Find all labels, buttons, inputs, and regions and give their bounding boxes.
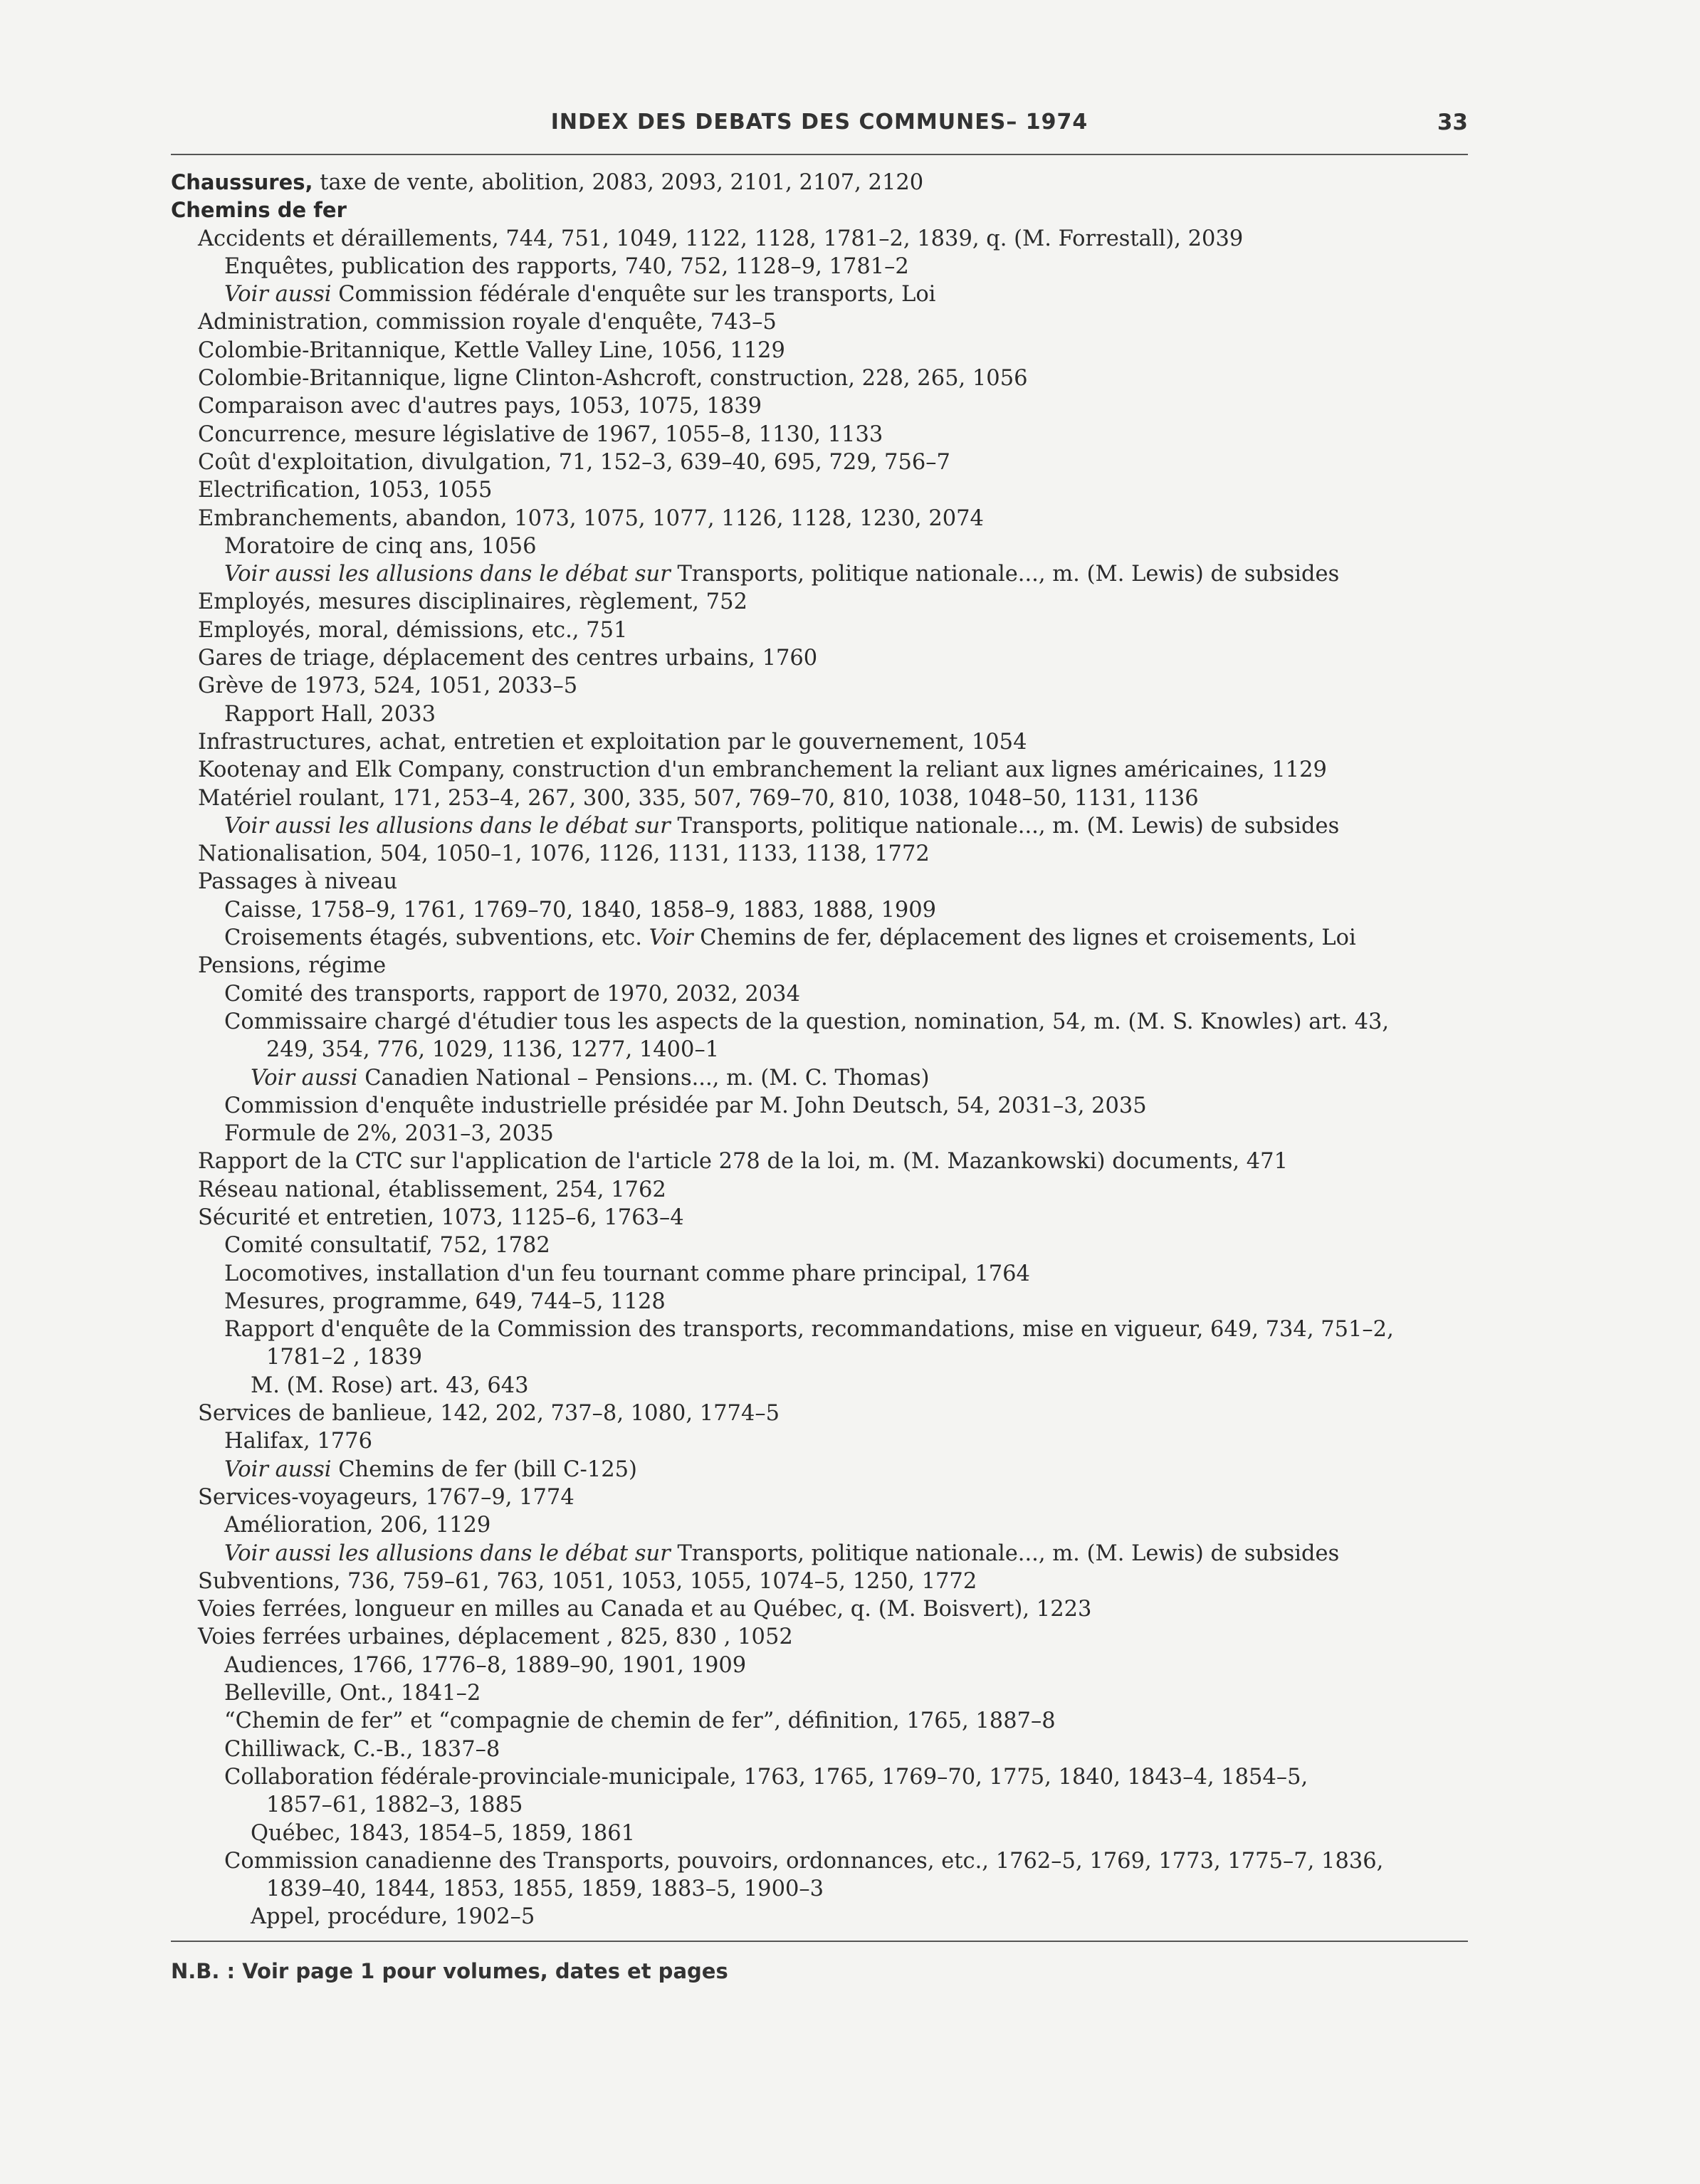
entry-text: 249, 354, 776, 1029, 1136, 1277, 1400–1 [266,1037,720,1063]
index-entry [171,1036,1481,1064]
entry-text: Transports, politique nationale..., m. (M. Lewis) de subsides [670,1540,1340,1566]
entry-text: Comité des transports, rapport de 1970, 2032, 2034 [224,981,800,1007]
index-entry [171,952,1481,980]
entry-text: Audiences, 1766, 1776–8, 1889–90, 1901, 1909 [224,1652,747,1678]
index-entry [171,1847,1481,1875]
index-entry [171,392,1481,420]
entry-text: Kootenay and Elk Company, construction d'un embranchement la reliant aux lignes américaines, 1129 [198,757,1327,783]
entry-text: Mesures, programme, 649, 744–5, 1128 [224,1288,666,1314]
entry-text: Matériel roulant, 171, 253–4, 267, 300, 335, 507, 769–70, 810, 1038, 1048–50, 1131, 1136 [198,785,1199,811]
index-entry [171,616,1481,644]
index-entry [171,280,1481,308]
index-entry [171,421,1481,448]
entry-text: 1839–40, 1844, 1853, 1855, 1859, 1883–5, 1900–3 [266,1876,824,1902]
index-entry [171,1875,1481,1903]
entry-text: Croisements étagés, subventions, etc. [224,925,649,951]
entry-text: 1781–2 , 1839 [266,1345,422,1370]
entry-text: Commissaire chargé d'étudier tous les aspects de la question, nomination, 54, m. (M. S. Knowles) art. 43, [224,1009,1390,1034]
entry-text: Transports, politique nationale..., m. (M. Lewis) de subsides [670,813,1340,839]
index-entry [171,1120,1481,1148]
entry-text: Colombie-Britannique, ligne Clinton-Ashcroft, construction, 228, 265, 1056 [198,366,1028,392]
index-entry [171,505,1481,532]
index-entry [171,476,1481,504]
index-entry [171,1427,1481,1455]
index-entry [171,1791,1481,1819]
entry-text: Commission canadienne des Transports, pouvoirs, ordonnances, etc., 1762–5, 1769, 1773, 1775–7, 1836, [224,1848,1384,1874]
index-entry [171,1316,1481,1343]
entry-heading: Chaussures, [171,170,313,194]
entry-text: Rapport d'enquête de la Commission des transports, recommandations, mise en vigueur, 649, 734, 751–2, [224,1317,1394,1343]
index-entry [171,588,1481,616]
entry-text: Employés, moral, démissions, etc., 751 [198,617,628,643]
entry-text: Appel, procédure, 1902–5 [251,1904,535,1930]
entry-text: Caisse, 1758–9, 1761, 1769–70, 1840, 1858–9, 1883, 1888, 1909 [224,897,937,923]
index-entry [171,1232,1481,1259]
index-entry [171,1400,1481,1427]
entry-text: Moratoire de cinq ans, 1056 [224,533,537,559]
index-entry [171,1623,1481,1651]
entry-text: Subventions, 736, 759–61, 763, 1051, 1053, 1055, 1074–5, 1250, 1772 [198,1568,977,1594]
index-entry [171,1064,1481,1092]
index-entry [171,784,1481,812]
entry-text: Services de banlieue, 142, 202, 737–8, 1080, 1774–5 [198,1401,780,1427]
entry-text: Chilliwack, C.-B., 1837–8 [224,1736,500,1762]
entry-text: Voies ferrées urbaines, déplacement , 825, 830 , 1052 [198,1624,793,1650]
index-entry [171,225,1481,253]
index-entry [171,1903,1481,1931]
entry-text: Locomotives, installation d'un feu tournant comme phare principal, 1764 [224,1261,1030,1286]
entry-text: Gares de triage, déplacement des centres urbains, 1760 [198,646,818,671]
entry-text: Grève de 1973, 524, 1051, 2033–5 [198,673,578,699]
entry-text: Nationalisation, 504, 1050–1, 1076, 1126, 1131, 1133, 1138, 1772 [198,841,930,867]
index-entry [171,253,1481,280]
entry-heading: Chemins de fer [171,198,347,223]
index-entry [171,1343,1481,1371]
entry-reference: Voir aussi [224,1456,332,1482]
entry-text: Accidents et déraillements, 744, 751, 1049, 1122, 1128, 1781–2, 1839, q. (M. Forrestall), 2039 [198,226,1244,251]
index-entry [171,1540,1481,1568]
index-entry [171,1707,1481,1735]
footer-rule [171,1941,1468,1942]
index-entry [171,896,1481,924]
entry-text: Collaboration fédérale-provinciale-municipale, 1763, 1765, 1769–70, 1775, 1840, 1843–4, 1854–5, [224,1764,1308,1790]
entry-text: 1857–61, 1882–3, 1885 [266,1792,523,1818]
entry-text: Colombie-Britannique, Kettle Valley Line, 1056, 1129 [198,337,785,363]
index-entry [171,812,1481,840]
entry-text: Commission d'enquête industrielle présidée par M. John Deutsch, 54, 2031–3, 2035 [224,1093,1147,1118]
index-entry [171,1679,1481,1707]
index-entry [171,196,1481,224]
entry-text: Comparaison avec d'autres pays, 1053, 1075, 1839 [198,394,762,419]
index-entry [171,1763,1481,1791]
index-entry [171,1511,1481,1539]
entry-text: Coût d'exploitation, divulgation, 71, 152–3, 639–40, 695, 729, 756–7 [198,449,950,475]
index-entry [171,1595,1481,1623]
entry-text: Passages à niveau [198,869,398,895]
entry-text: Electrification, 1053, 1055 [198,478,493,503]
index-entry [171,1372,1481,1400]
entry-text: Administration, commission royale d'enquête, 743–5 [198,310,777,335]
entry-text: Halifax, 1776 [224,1429,372,1454]
index-entry [171,1736,1481,1763]
entry-text: Rapport de la CTC sur l'application de l'article 278 de la loi, m. (M. Mazankowski) documents, 471 [198,1149,1288,1175]
index-entry [171,1148,1481,1175]
entry-text: taxe de vente, abolition, 2083, 2093, 2101, 2107, 2120 [313,170,924,195]
entry-text: Amélioration, 206, 1129 [224,1513,491,1538]
entry-text: Chemins de fer, déplacement des lignes et croisements, Loi [693,925,1356,951]
entry-text: Chemins de fer (bill C-125) [331,1456,637,1482]
footer-note: N.B. : Voir page 1 pour volumes, dates et pages [171,1959,728,1983]
index-entry [171,1092,1481,1120]
entry-text: Belleville, Ont., 1841–2 [224,1681,481,1706]
index-entry [171,560,1481,588]
index-entry [171,364,1481,392]
entry-reference: Voir aussi les allusions dans le débat sur [224,562,671,587]
index-entry [171,448,1481,476]
entry-text: Services-voyageurs, 1767–9, 1774 [198,1484,574,1510]
entry-text: “Chemin de fer” et “compagnie de chemin de fer”, définition, 1765, 1887–8 [224,1708,1056,1734]
index-entry [171,644,1481,672]
entry-text: Transports, politique nationale..., m. (M. Lewis) de subsides [670,562,1340,587]
index-entry [171,169,1481,196]
index-entry [171,924,1481,952]
entry-reference: Voir aussi les allusions dans le débat sur [224,1540,671,1566]
index-entry [171,1204,1481,1232]
index-entry [171,1288,1481,1316]
entry-text: Pensions, régime [198,953,387,979]
index-entry [171,756,1481,784]
entry-text: M. (M. Rose) art. 43, 643 [251,1372,529,1398]
entry-reference: Voir aussi [251,1065,358,1091]
header-rule [171,154,1468,155]
entry-text: Canadien National – Pensions..., m. (M. C. Thomas) [357,1065,930,1091]
entry-reference: Voir aussi [224,282,332,308]
index-entry [171,1456,1481,1484]
index-entry [171,1652,1481,1679]
header-title: INDEX DES DEBATS DES COMMUNES– 1974 [550,110,1088,135]
entry-text: Comité consultatif, 752, 1782 [224,1233,550,1259]
index-entry [171,728,1481,756]
index-entry [171,1008,1481,1036]
entry-text: Formule de 2%, 2031–3, 2035 [224,1121,554,1147]
entry-reference: Voir aussi les allusions dans le débat sur [224,813,671,839]
entry-text: Employés, mesures disciplinaires, règlement, 752 [198,589,747,615]
index-entry [171,308,1481,336]
index-entry [171,1260,1481,1288]
entry-text: Commission fédérale d'enquête sur les transports, Loi [331,282,936,308]
index-entry [171,337,1481,364]
entry-text: Rapport Hall, 2033 [224,701,436,727]
index-entry [171,1820,1481,1847]
entry-text: Sécurité et entretien, 1073, 1125–6, 1763–4 [198,1204,684,1230]
index-entry [171,1484,1481,1511]
index-entry [171,840,1481,868]
entry-text: Concurrence, mesure législative de 1967, 1055–8, 1130, 1133 [198,421,883,447]
index-entry [171,672,1481,700]
index-entry [171,700,1481,728]
index-entry [171,532,1481,560]
entry-text: Réseau national, établissement, 254, 1762 [198,1177,666,1202]
page-header [171,110,1468,141]
entry-text: Embranchements, abandon, 1073, 1075, 1077, 1126, 1128, 1230, 2074 [198,505,984,531]
index-entries [171,169,1481,1931]
entry-text: Voies ferrées, longueur en milles au Canada et au Québec, q. (M. Boisvert), 1223 [198,1597,1092,1622]
entry-text: Québec, 1843, 1854–5, 1859, 1861 [251,1820,636,1846]
index-entry [171,1568,1481,1595]
index-entry [171,868,1481,896]
entry-text: Infrastructures, achat, entretien et exploitation par le gouvernement, 1054 [198,729,1027,755]
index-entry [171,980,1481,1008]
entry-text: Enquêtes, publication des rapports, 740, 752, 1128–9, 1781–2 [224,253,909,279]
entry-reference: Voir [649,925,693,951]
index-entry [171,1176,1481,1204]
page-number: 33 [1437,110,1468,135]
